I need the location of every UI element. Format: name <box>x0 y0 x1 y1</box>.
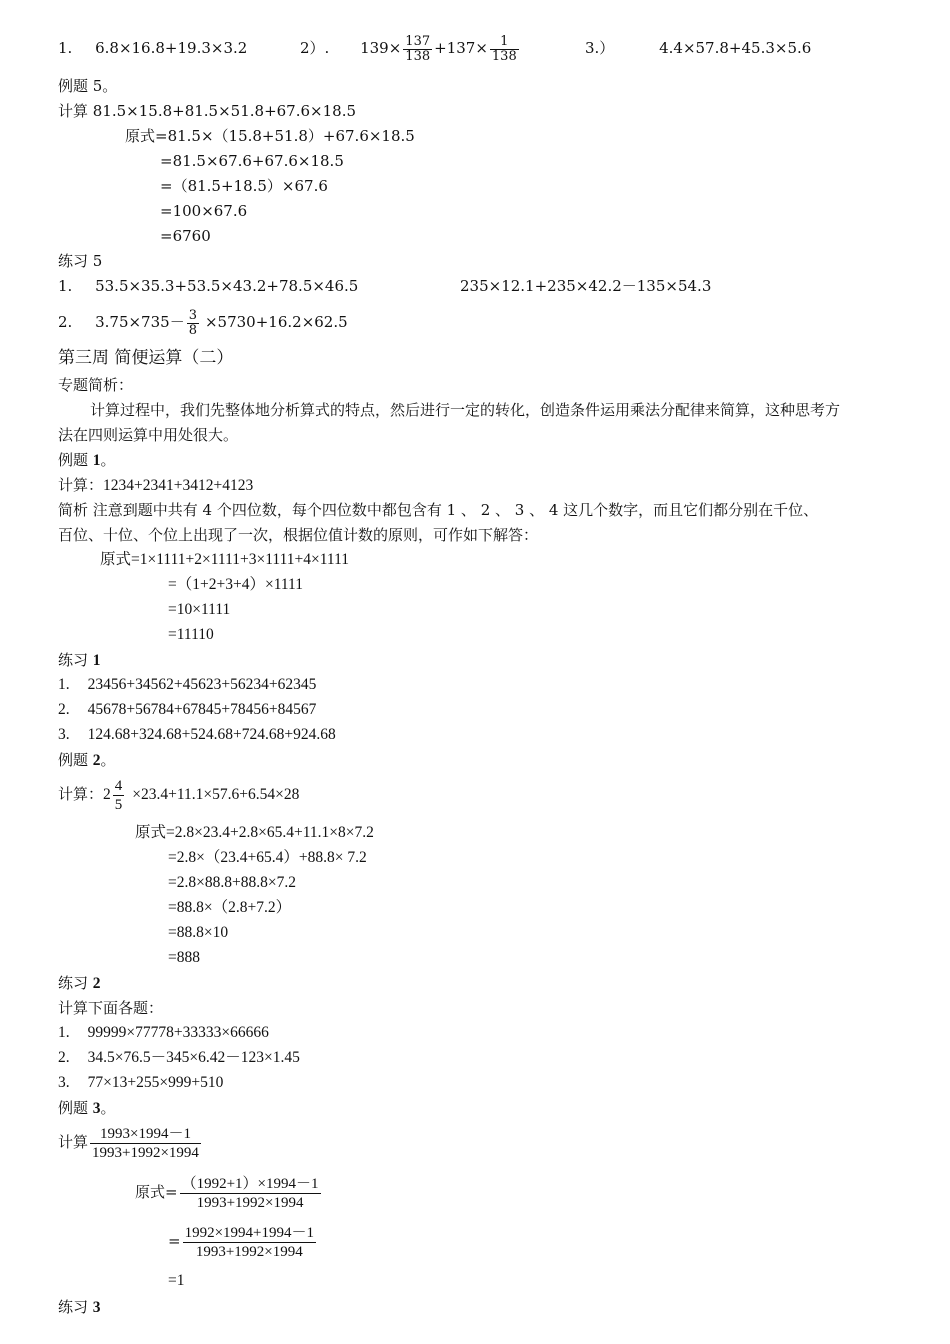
problem-label: 3.） <box>585 39 615 57</box>
example-heading: 例题 1。 <box>58 451 116 469</box>
solution-step: = $\frac{1992\times 1994+1994-1}{1993+1992\times 1994}$ <box>168 1224 314 1260</box>
analysis-text: 计算过程中，我们先整体地分析算式的特点，然后进行一定的转化，创造条件运用乘法分配律来简算，这种思考方 <box>90 401 841 419</box>
prev-problems-row <box>58 38 247 58</box>
analysis-note: 简析 注意到题中共有 4 个四位数，每个四位数中都包含有 1 、 2 、 3 、 4 这几个数字，而且它们都分别在千位、 <box>58 501 819 519</box>
solution-step: =10×1111 <box>168 601 231 618</box>
practice-item-b: 235×12.1+235×42.2－135×54.3 <box>460 277 712 295</box>
practice-item: 2. 34.5×76.5－345×6.42－123×1.45 <box>58 1049 300 1066</box>
solution-step: =88.8×（2.8+7.2） <box>168 899 292 916</box>
practice-heading: 练习 5 <box>58 252 103 270</box>
example-heading: 例题 3。 <box>58 1099 116 1117</box>
fraction: $\frac{1992\times 1994+1994-1}{1993+1992\times 1994}$ <box>184 1224 314 1260</box>
solution-step: =888 <box>168 949 200 966</box>
fraction: $\frac{1993\times 1994-1}{1993+1992\times 1994}$ <box>92 1125 199 1161</box>
practice-item: 1. 99999×77778+33333×66666 <box>58 1024 269 1041</box>
fraction: $\frac{3}{8}$ <box>188 307 197 338</box>
solution-step: =（81.5+18.5）×67.6 <box>160 177 328 195</box>
prev-problem-2 <box>300 28 521 68</box>
example-problem: 计算 $\frac{1993\times 1994-1}{1993+1992\times 1994}$ <box>58 1125 199 1161</box>
practice-item: 3. 124.68+324.68+524.68+724.68+924.68 <box>58 726 336 743</box>
practice-item <box>58 302 348 342</box>
problem-expr: 4.4×57.8+45.3×5.6 <box>659 39 812 57</box>
mixed-number: 2 $\frac{4}{5}$ <box>103 777 123 813</box>
solution-step: 原式=2.8×23.4+2.8×65.4+11.1×8×7.2 <box>135 824 374 841</box>
practice-item: 1. 23456+34562+45623+56234+62345 <box>58 676 317 693</box>
item-expr-pre: 3.75×735－ <box>95 313 185 331</box>
solution-step: 原式=1×1111+2×1111+3×1111+4×1111 <box>100 551 350 568</box>
section-title: 第三周 简便运算（二） <box>58 348 234 368</box>
analysis-text: 法在四则运算中用处很大。 <box>58 426 239 444</box>
solution-step: =81.5×67.6+67.6×18.5 <box>160 152 344 170</box>
solution-step: 原式=81.5×（15.8+51.8）+67.6×18.5 <box>125 127 415 145</box>
analysis-note: 百位、十位、个位上出现了一次，根据位值计数的原则，可作如下解答： <box>58 526 539 544</box>
practice-instruction: 计算下面各题： <box>58 999 164 1017</box>
item-expr-post: ×5730+16.2×62.5 <box>204 313 348 331</box>
problem-expr: 6.8×16.8+19.3×3.2 <box>95 39 248 57</box>
practice-item: 2. 45678+56784+67845+78456+84567 <box>58 701 317 718</box>
problem-label: 2）. <box>300 39 330 57</box>
item-label: 2. <box>58 313 73 331</box>
example-heading: 例题 5。 <box>58 77 118 95</box>
problem-expr-mid: +137× <box>434 39 488 57</box>
solution-step: =2.8×88.8+88.8×7.2 <box>168 874 296 891</box>
example-problem: 计算：1234+2341+3412+4123 <box>58 476 254 494</box>
solution-step: =1 <box>168 1272 185 1289</box>
solution-step: =11110 <box>168 626 214 643</box>
prev-problem-3 <box>585 38 811 58</box>
fraction: $\frac{137}{138}$ <box>405 33 431 64</box>
solution-step: =2.8×（23.4+65.4）+88.8× 7.2 <box>168 849 367 866</box>
practice-heading: 练习 1 <box>58 651 101 669</box>
practice-item: 3. 77×13+255×999+510 <box>58 1074 224 1091</box>
example-problem: 计算 81.5×15.8+81.5×51.8+67.6×18.5 <box>58 102 357 120</box>
fraction: $\frac{(1992+1)\times 1994-1}{1993+1992\times 1994}$ <box>181 1175 319 1211</box>
solution-step: =100×67.6 <box>160 202 248 220</box>
example-heading: 例题 2。 <box>58 751 116 769</box>
fraction: $\frac{1}{138}$ <box>491 33 517 64</box>
solution-step: =88.8×10 <box>168 924 229 941</box>
practice-item <box>58 276 358 296</box>
problem-label: 1. <box>58 39 73 57</box>
practice-heading: 练习 3 <box>58 1298 101 1316</box>
item-expr: 53.5×35.3+53.5×43.2+78.5×46.5 <box>95 277 359 295</box>
analysis-heading: 专题简析： <box>58 376 134 394</box>
solution-step: 原式= $\frac{(1992+1)\times 1994-1}{1993+1992\times 1994}$ <box>135 1175 319 1211</box>
example-problem: 计算：2 $\frac{4}{5}$ ×23.4+11.1×57.6+6.54×28 <box>58 772 299 817</box>
problem-expr-pre: 139× <box>360 39 402 57</box>
solution-step: =（1+2+3+4）×1111 <box>168 576 303 593</box>
item-label: 1. <box>58 277 73 295</box>
practice-heading: 练习 2 <box>58 974 101 992</box>
solution-step: =6760 <box>160 227 211 245</box>
